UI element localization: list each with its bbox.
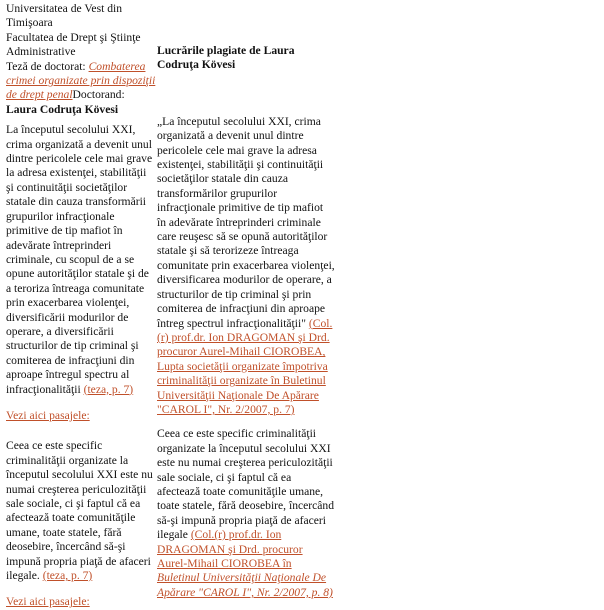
right-column — [157, 2, 335, 600]
left-passage-text: La începutul secolului XXI, crima organizată a devenit unul dintre pericolele cele mai grave la adresa existenţei, stabilităţii şi continuităţii societăţilor statale din cauza transformării grupurilor infracţionale primitive de tip mafiot în adevărate întreprinderi criminale, cu scopul de a se opune autorităţilor statale şi de a teroriza întreaga comunitate prin exacerbarea violenţei, diversificării modurilor de operare, a diversificării structurilor de tip criminal şi comiterea de infracţiuni din aproape întregul spectru al infracţionalităţii — [6, 123, 153, 396]
thesis-page-ref[interactable]: (teza, p. 7) — [83, 382, 134, 396]
university-name: Universitatea de Vest din Timişoara — [6, 2, 123, 30]
source-citation-link[interactable]: (Col.(r) prof.dr. Ion DRAGOMAN şi Drd. procuror Aurel-Mihail CIOROBEA în Buletinul Universităţii Naţionale De Apărare "CAROL I", Nr. 2/2007, p. 8) — [157, 528, 333, 599]
left-column — [6, 2, 156, 610]
see-passages-link[interactable]: Vezi aici pasajele: — [6, 595, 90, 609]
thesis-line — [6, 60, 156, 118]
doctorand-name: Laura Codruţa Kövesi — [6, 102, 119, 116]
source-passage-text: Ceea ce este specific criminalităţii organizate la începutul secolului XXI este nu numai creşterea periculozităţii sale sociale, ci şi faptul că ea afectează toate comunităţile umane, toate statele, fără deosebire, încercând să-şi impună propria piaţă de afaceri ilegale — [157, 427, 335, 542]
thesis-header — [6, 2, 156, 117]
see-passages-link[interactable]: Vezi aici pasajele: — [6, 408, 90, 422]
left-passage-text: Ceea ce este specific criminalităţii organizate la începutul secolului XXI este nu numai creşterea periculozităţii sale sociale, ci şi faptul că ea afectează toate comunităţile umane, toate statele, fără deosebire, încercând să-şi impună propria piaţă de afaceri ilegale. — [6, 439, 153, 583]
right-passage-2 — [157, 427, 335, 600]
thesis-title-link[interactable]: Combaterea crimei organizate prin dispoziţii de drept penal — [6, 59, 156, 102]
faculty-name: Facultatea de Drept şi Ştiinţe Administrative — [6, 30, 141, 59]
thesis-label: Teză de doctorat: — [6, 59, 86, 73]
doctorand-label: Doctorand: — [72, 88, 125, 102]
left-passage-1 — [6, 123, 156, 423]
source-passage-text: „La începutul secolului XXI, crima organizată a devenit unul dintre pericolele cele mai grave la adresa existenţei, stabilităţii şi continuităţii societăţilor statale din cauza transformărilor grupurilor infracţionale primitive de tip mafiot în adevărate întreprinderi criminale care reuşesc să se opună autorităţilor statale şi să terorizeze întreaga comunitate prin exacerbarea violenţei, diversificarea modurilor de operare, a structurilor de tip criminal şi prin comiterea de infracţiuni din aproape întreg spectrul infracţionalităţii" — [157, 114, 335, 330]
plagiarized-works-title: Lucrările plagiate de Laura Codruţa Kövesi — [157, 44, 295, 72]
right-passage-1 — [157, 115, 335, 418]
thesis-page-ref[interactable]: (teza, p. 7) — [42, 569, 93, 583]
left-passage-2 — [6, 439, 156, 609]
source-citation-link[interactable]: (Col.(r) prof.dr. Ion DRAGOMAN şi Drd. procuror Aurel-Mihail CIOROBEA, Lupta societăţii organizate împotriva criminalităţii organizate în Buletinul Universităţii Naţionale De Apărare "CAROL I", Nr. 2/2007, p. 7) — [157, 316, 333, 416]
